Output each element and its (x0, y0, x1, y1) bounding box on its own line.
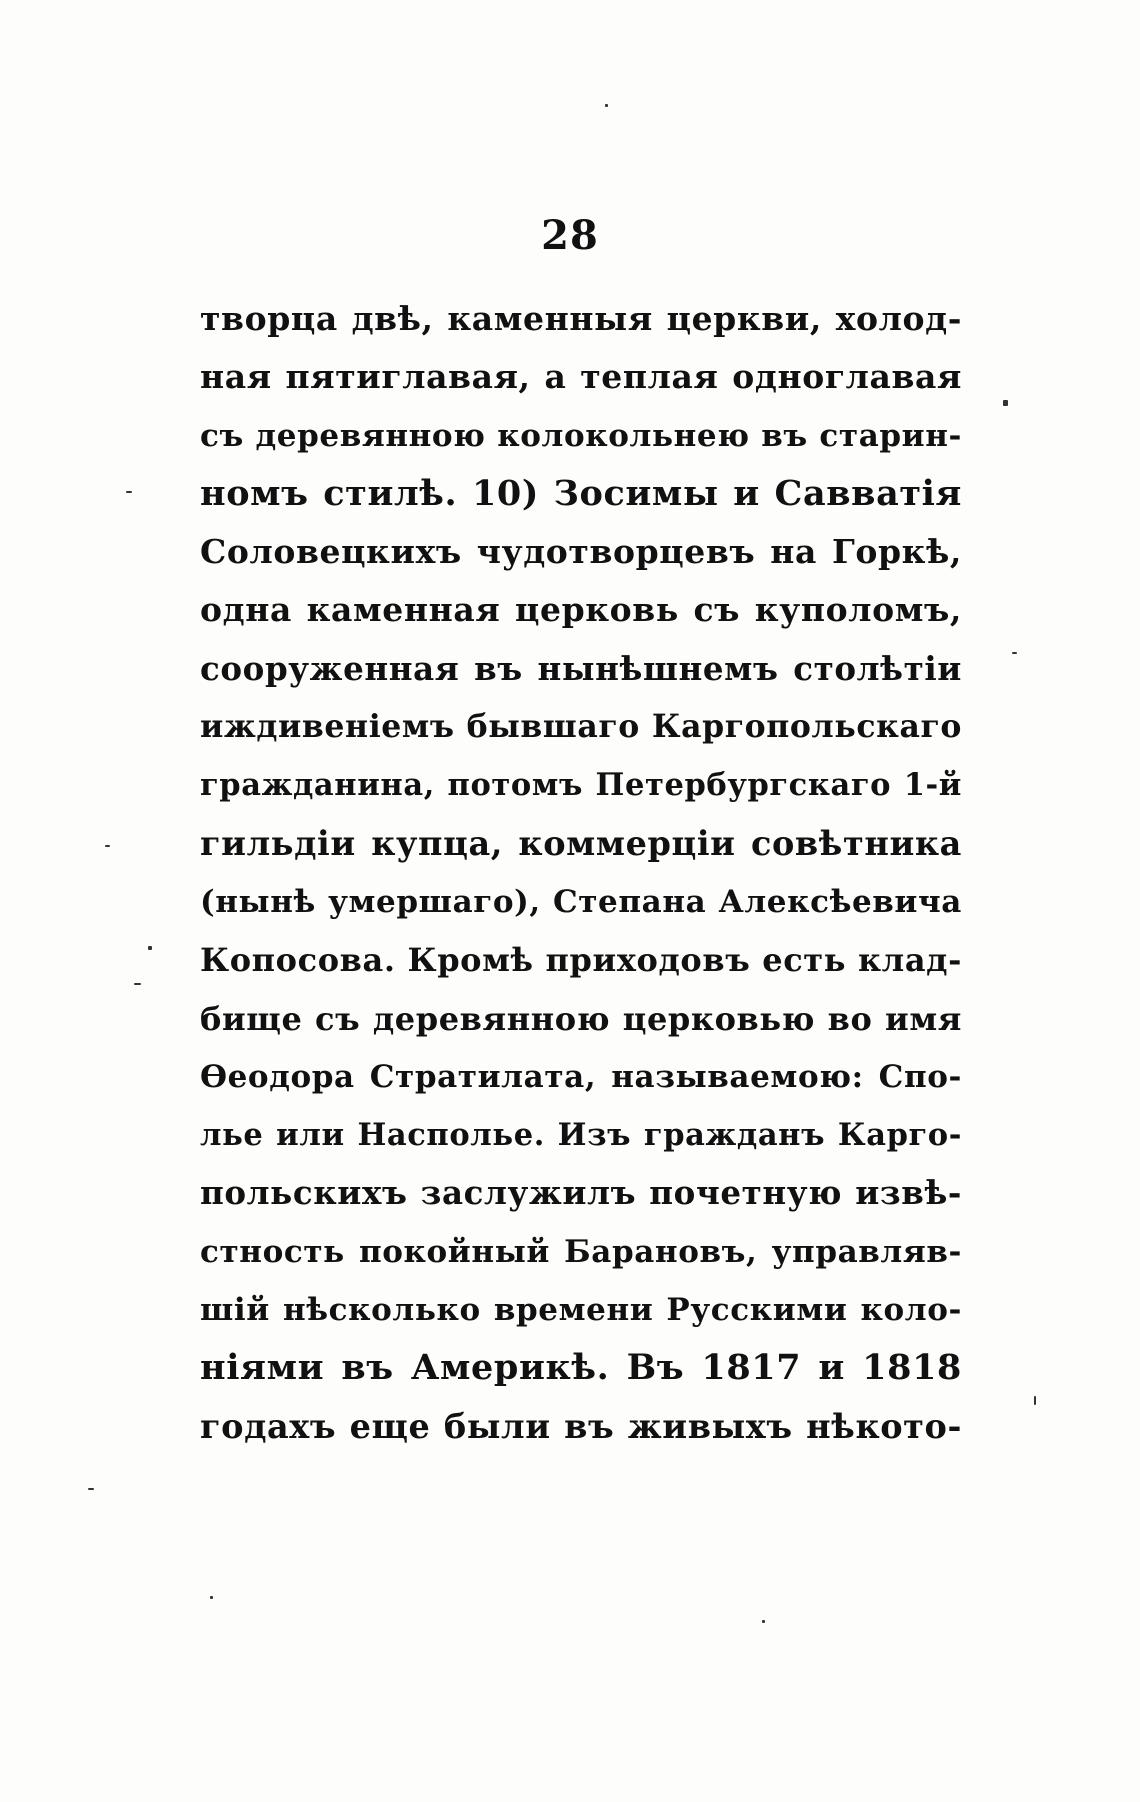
scan-speck (148, 946, 152, 950)
text-line: бище съ деревянною церковью во имя (200, 999, 962, 1038)
scan-speck (105, 845, 110, 847)
scan-speck (1003, 400, 1008, 406)
scan-speck (605, 104, 608, 107)
text-line: (нынѣ умершаго), Степана Алексѣевича (200, 883, 962, 920)
scan-speck (1012, 652, 1017, 654)
text-line: ная пятиглавая, а теплая одноглавая (200, 357, 962, 397)
text-line: одна каменная церковь съ куполомъ, (200, 590, 962, 630)
text-line: шій нѣсколько времени Русскими коло- (200, 1292, 962, 1329)
text-line: номъ стилѣ. 10) Зосимы и Савватія (200, 472, 962, 514)
text-line: иждивеніемъ бывшаго Каргопольскаго (200, 708, 962, 746)
text-line: стность покойный Барановъ, управляв- (200, 1233, 962, 1270)
text-line: сооруженная въ нынѣшнемъ столѣтіи (200, 648, 962, 688)
text-line: годахъ еще были въ живыхъ нѣкото- (200, 1406, 962, 1446)
scan-speck (762, 1620, 765, 1623)
text-line: Соловецкихъ чудотворцевъ на Горкѣ, (200, 532, 962, 572)
text-line: Ѳеодора Стратилата, называемою: Спо- (200, 1058, 962, 1095)
text-line: Копосова. Кромѣ приходовъ есть клад- (200, 941, 962, 980)
text-line: гражданина, потомъ Петербургскаго 1-й (200, 767, 962, 804)
scan-speck (126, 491, 132, 493)
text-line: гильдіи купца, коммерціи совѣтника (200, 823, 962, 863)
scan-speck (210, 1596, 213, 1599)
scan-speck (1034, 1396, 1036, 1405)
text-line: польскихъ заслужилъ почетную извѣ- (200, 1173, 962, 1213)
scan-speck (88, 1488, 94, 1490)
text-line: творца двѣ, каменныя церкви, холод- (200, 299, 962, 338)
text-line: съ деревянною колокольнею въ старин- (200, 417, 962, 454)
text-line: ніями въ Америкѣ. Въ 1817 и 1818 (200, 1347, 962, 1389)
body-text (200, 290, 962, 1456)
page-number: 28 (541, 212, 599, 259)
text-line: лье или Насполье. Изъ гражданъ Карго- (200, 1117, 962, 1154)
scan-speck (134, 983, 141, 985)
